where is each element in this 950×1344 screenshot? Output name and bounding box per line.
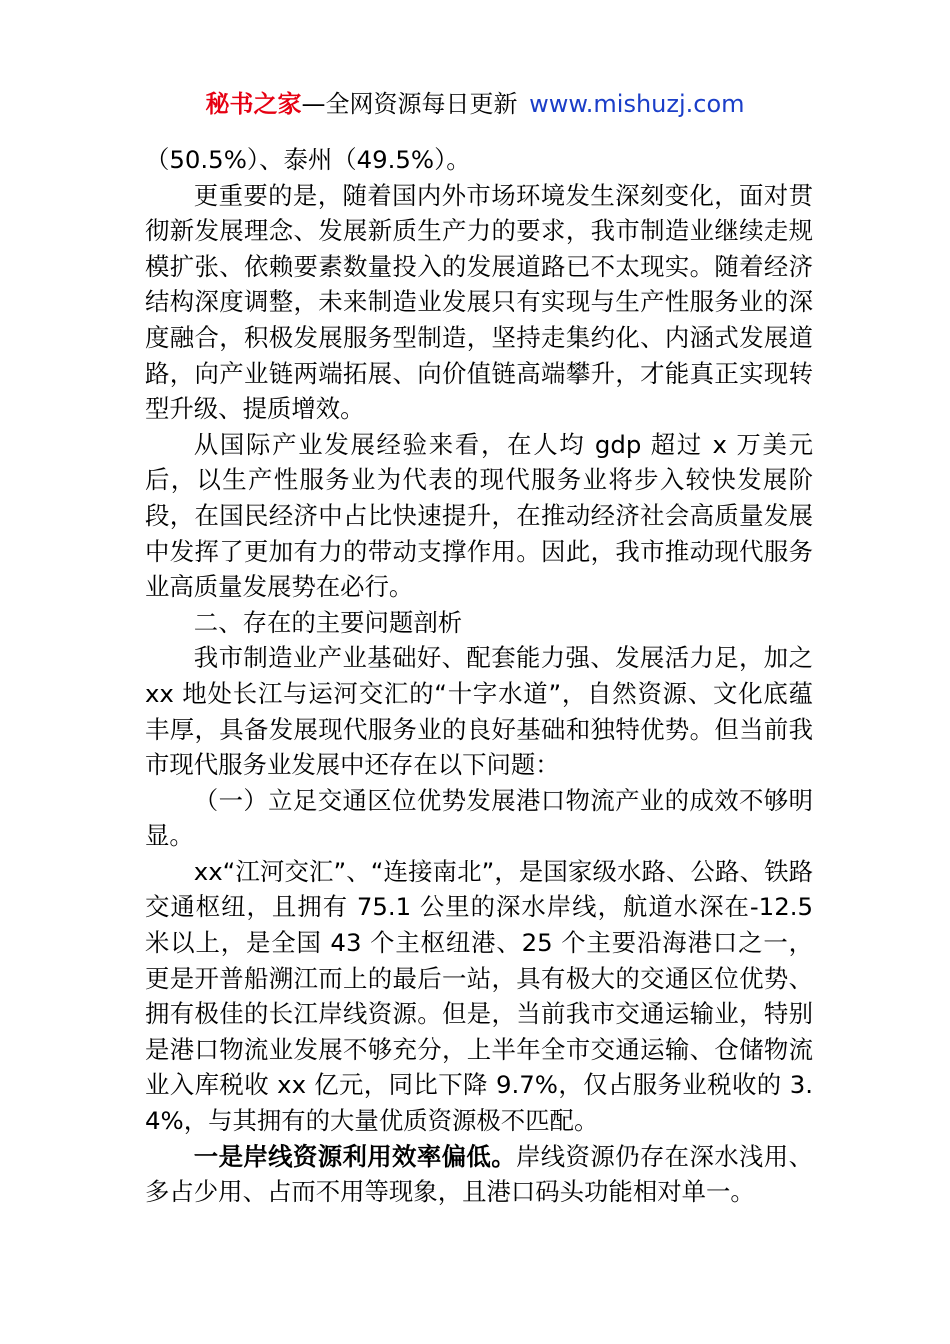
site-brand: 秘书之家 xyxy=(205,90,302,118)
section-heading: 二、存在的主要问题剖析 xyxy=(193,607,463,637)
subsection-heading: （一）立足交通区位优势发展港口物流产业的成效不够明显。 xyxy=(145,785,813,851)
paragraph-6-lead: 一是岸线资源利用效率偏低。 xyxy=(193,1141,516,1171)
site-header xyxy=(0,88,950,120)
paragraph-6-text: 岸线资源仍存在深水浅用、多占少用、占而不用等现象，且港口码头功能相对单一。 xyxy=(145,1141,813,1207)
site-url-link[interactable]: www.mishuzj.com xyxy=(529,90,745,118)
paragraph-3: 从国际产业发展经验来看，在人均 gdp 超过 x 万美元后，以生产性服务业为代表的现代服务业将步入较快发展阶段，在国民经济中占比快速提升，在推动经济社会高质量发展中发挥了更加有力的带动支撑作用。因此，我市推动现代服务业高质量发展势在必行。 xyxy=(145,429,813,602)
site-tagline: —全网资源每日更新 xyxy=(301,90,526,118)
paragraph-6 xyxy=(145,1139,813,1210)
paragraph-5: xx“江河交汇”、“连接南北”，是国家级水路、公路、铁路交通枢纽，且拥有 75.1 公里的深水岸线，航道水深在-12.5 米以上，是全国 43 个主枢纽港、25 个主要沿海港口之一，更是开普船溯江而上的最后一站，具有极大的交通区位优势、拥有极佳的长江岸线资源。但是，当前我市交通运输业，特别是港口物流业发展不够充分，上半年全市交通运输、仓储物流业入库税收 xx 亿元，同比下降 9.7%，仅占服务业税收的 3.4%，与其拥有的大量优质资源极不匹配。 xyxy=(145,856,813,1136)
paragraph-2: 更重要的是，随着国内外市场环境发生深刻变化，面对贯彻新发展理念、发展新质生产力的要求，我市制造业继续走规模扩张、依赖要素数量投入的发展道路已不太现实。随着经济结构深度调整，未来制造业发展只有实现与生产性服务业的深度融合，积极发展服务型制造，坚持走集约化、内涵式发展道路，向产业链两端拓展、向价值链高端攀升，才能真正实现转型升级、提质增效。 xyxy=(145,180,813,424)
document-body xyxy=(145,142,813,1210)
paragraph-4: 我市制造业产业基础好、配套能力强、发展活力足，加之 xx 地处长江与运河交汇的“十字水道”，自然资源、文化底蕴丰厚，具备发展现代服务业的良好基础和独特优势。但当前我市现代服务业发展中还存在以下问题： xyxy=(145,643,813,780)
paragraph-1: （50.5%）、泰州（49.5%）。 xyxy=(145,145,471,174)
